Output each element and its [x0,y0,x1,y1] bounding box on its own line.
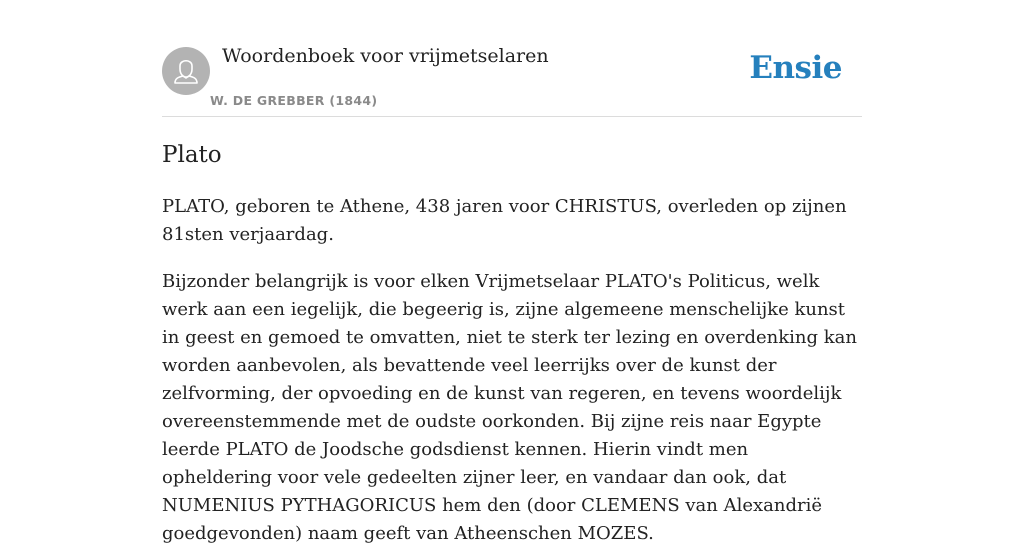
user-placeholder-icon [162,47,210,95]
author-name[interactable]: W. DE GREBBER (1844) [210,93,378,108]
article-paragraph: Bijzonder belangrijk is voor elken Vrijmetselaar PLATO's Politicus, welk werk aan een iegelijk, die begeerig is, zijne algemeene menschelijke kunst in geest en gemoed te omvatten, niet te sterk ter lezing en overdenking kan worden aanbevolen, als bevattende veel leerrijks over de kunst der zelfvorming, der opvoeding en de kunst van regeren, en tevens woordelijk overeenstemmende met de oudste oorkonden. Bij zijne reis naar Egypte leerde PLATO de Joodsche godsdienst kennen. Hierin vindt men opheldering voor vele gedeelten zijner leer, en vandaar dan ook, dat NUMENIUS PYTHAGORICUS hem den (door CLEMENS van Alexandrië goedgevonden) naam geeft van Atheenschen MOZES. [162,271,857,544]
content-column [162,0,862,548]
ensie-logo[interactable]: Ensie [749,50,842,86]
book-title[interactable]: Woordenboek voor vrijmetselaren [222,45,549,67]
article-title: Plato [162,142,222,168]
source-header [162,0,862,117]
article-paragraph: PLATO, geboren te Athene, 438 jaren voor CHRISTUS, overleden op zijnen 81sten verjaardag. [162,196,847,245]
author-avatar[interactable] [162,47,210,95]
